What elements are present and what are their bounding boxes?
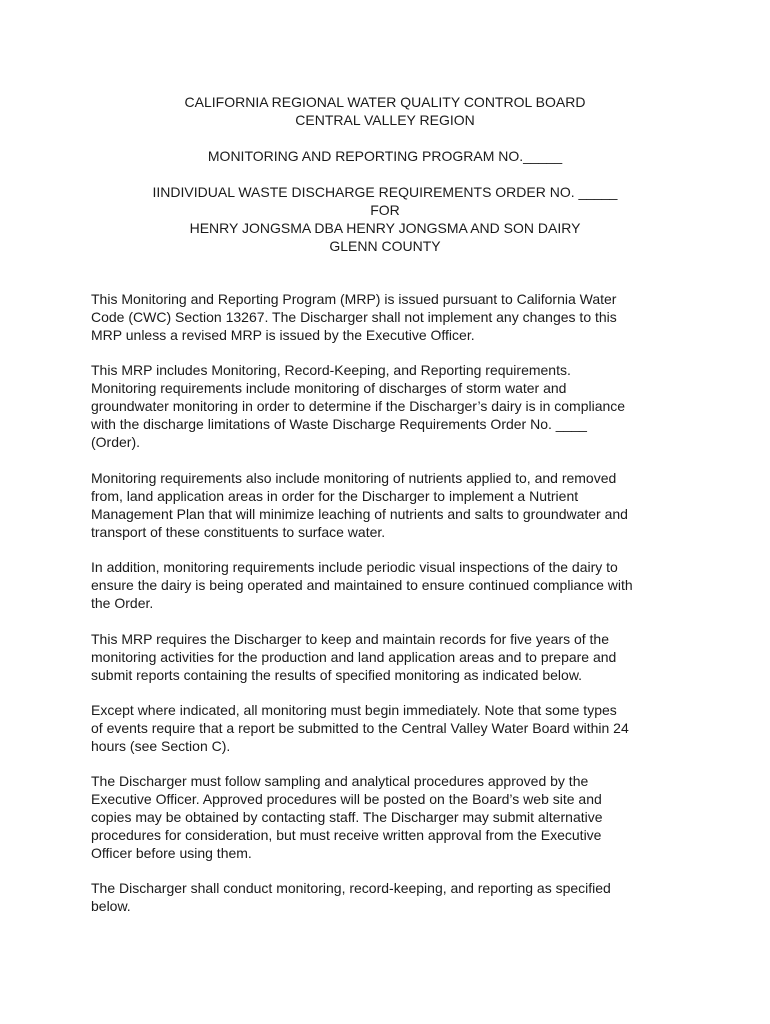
paragraph-line: ensure the dairy is being operated and maintained to ensure continued compliance with — [91, 577, 633, 593]
paragraph-line: This Monitoring and Reporting Program (MRP) is issued pursuant to California Water — [91, 291, 617, 307]
board-heading-line: CALIFORNIA REGIONAL WATER QUALITY CONTROL BOARD — [184, 94, 586, 110]
program-heading-line: MONITORING AND REPORTING PROGRAM NO._____ — [207, 148, 563, 164]
paragraph-line: monitoring activities for the production and land application areas and to prepare and — [91, 649, 617, 665]
paragraph-line: the Order. — [91, 595, 154, 611]
paragraph-line: Officer before using them. — [91, 845, 252, 861]
board-heading-line: CENTRAL VALLEY REGION — [295, 112, 475, 128]
order-heading-line: FOR — [370, 202, 400, 218]
paragraph-line: copies may be obtained by contacting staff. The Discharger may submit alternative — [91, 809, 603, 825]
paragraph-line: hours (see Section C). — [91, 738, 231, 754]
paragraph-line: below. — [91, 898, 131, 914]
paragraph-line: procedures for consideration, but must receive written approval from the Executive — [91, 827, 602, 843]
paragraph-line: The Discharger must follow sampling and analytical procedures approved by the — [91, 773, 589, 789]
paragraph-line: This MRP requires the Discharger to keep and maintain records for five years of the — [91, 631, 609, 647]
paragraph-line: Code (CWC) Section 13267. The Discharger shall not implement any changes to this — [91, 309, 617, 325]
paragraph-sampling-procedures — [91, 772, 681, 862]
order-heading-line: GLENN COUNTY — [329, 238, 441, 254]
paragraph-line: Management Plan that will minimize leaching of nutrients and salts to groundwater and — [91, 506, 628, 522]
order-heading-line: HENRY JONGSMA DBA HENRY JONGSMA AND SON DAIRY — [189, 220, 581, 236]
paragraph-line: MRP unless a revised MRP is issued by the Executive Officer. — [91, 327, 475, 343]
paragraph-mrp-authority — [91, 290, 681, 344]
paragraph-line: from, land application areas in order for the Discharger to implement a Nutrient — [91, 488, 579, 504]
paragraph-visual-inspections — [91, 558, 681, 612]
program-heading — [0, 147, 770, 165]
paragraph-record-keeping — [91, 630, 681, 684]
order-heading — [0, 183, 770, 255]
paragraph-line: In addition, monitoring requirements include periodic visual inspections of the dairy to — [91, 559, 618, 575]
order-heading-line: IINDIVIDUAL WASTE DISCHARGE REQUIREMENTS ORDER NO. _____ — [152, 184, 618, 200]
paragraph-line: transport of these constituents to surface water. — [91, 524, 386, 540]
paragraph-line: Monitoring requirements also include monitoring of nutrients applied to, and removed — [91, 470, 617, 486]
paragraph-nutrient-monitoring — [91, 469, 681, 541]
paragraph-line: Except where indicated, all monitoring must begin immediately. Note that some types — [91, 702, 617, 718]
paragraph-conduct-monitoring — [91, 879, 681, 915]
paragraph-line: with the discharge limitations of Waste Discharge Requirements Order No. ____ — [91, 416, 587, 432]
paragraph-line: Monitoring requirements include monitoring of discharges of storm water and — [91, 380, 567, 396]
paragraph-line: of events require that a report be submitted to the Central Valley Water Board within 24 — [91, 720, 629, 736]
paragraph-line: groundwater monitoring in order to determine if the Discharger’s dairy is in compliance — [91, 398, 626, 414]
paragraph-line: Executive Officer. Approved procedures will be posted on the Board’s web site and — [91, 791, 602, 807]
paragraph-begin-immediately — [91, 701, 681, 755]
paragraph-line: The Discharger shall conduct monitoring, record-keeping, and reporting as specified — [91, 880, 611, 896]
paragraph-mrp-scope — [91, 361, 681, 451]
paragraph-line: submit reports containing the results of specified monitoring as indicated below. — [91, 667, 583, 683]
board-heading — [0, 93, 770, 129]
paragraph-line: This MRP includes Monitoring, Record-Keeping, and Reporting requirements. — [91, 362, 571, 378]
paragraph-line: (Order). — [91, 434, 140, 450]
